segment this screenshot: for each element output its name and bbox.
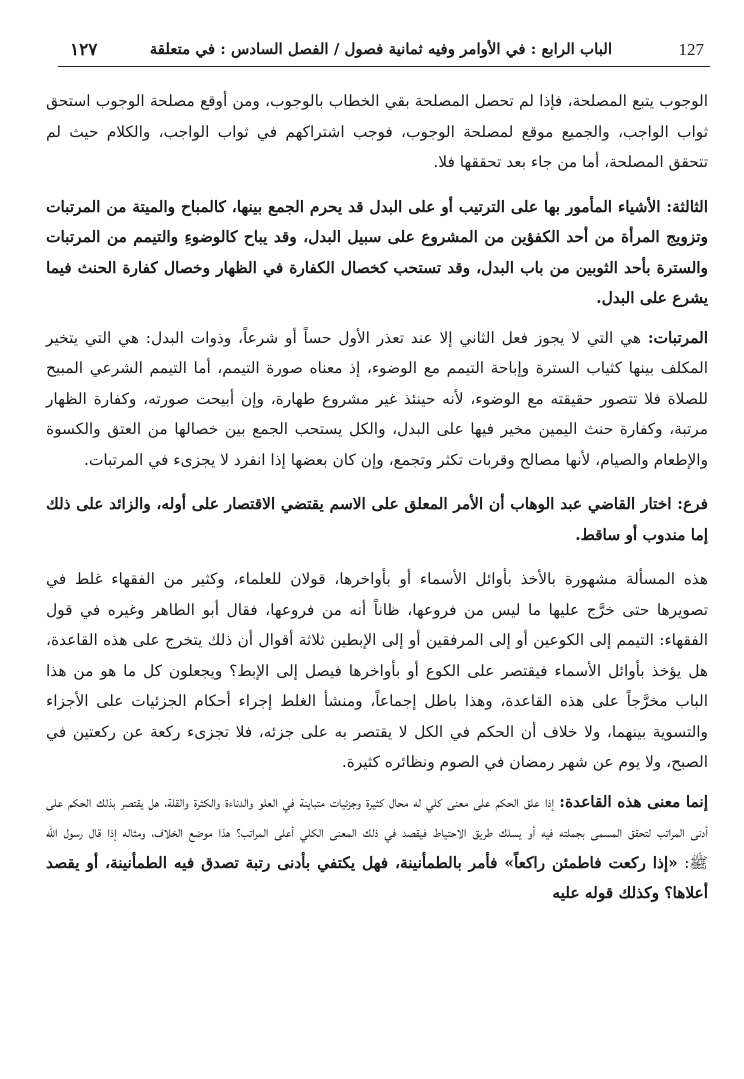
paragraph-3 <box>46 323 708 476</box>
paragraph-4-text: اختار القاضي عبد الوهاب أن الأمر المعلق على الاسم يقتضي الاقتصار على أوله، والزائد على ذلك إما مندوب أو ساقط. <box>46 495 708 544</box>
paragraph-6-text: إذا علق الحكم على معنى كلي له محال كثيرة وجزئيات متباينة في العلو والدناءة والكثرة والقلة، هل يقتصر بذلك الحكم على أدنى المراتب لتحقق المسمى بجملته فيه أو يسلك طريق الاحتياط فيقصد في ذلك المعنى الكلي أعلى المراتب؟ هذا موضع الخلاف، ومثاله إذا قال رسول الله ﷺ: <box>46 792 708 872</box>
paragraph-1 <box>46 86 708 178</box>
page-number-arabic: ١٢٧ <box>70 40 98 60</box>
paragraph-4 <box>46 489 708 550</box>
page-header <box>60 34 708 64</box>
paragraph-5 <box>46 564 708 778</box>
paragraph-3-text: هي التي لا يجوز فعل الثاني إلا عند تعذر الأول حساً أو شرعاً، وذوات البدل: هي التي يتخير المكلف بينها كثياب السترة وإباحة التيمم مع الوضوء، إذ معناه صورة التيمم، أما التيمم الشرعي المبيح للصلاة فلا تتصور حقيقته مع الوضوء، لأنه حينئذ غير مشروع طهارة، وإن أبيحت صورته، وكفارة الظهار مرتبة، وكفارة حنث اليمين مخير فيها على البدل، والكل يستحب الجمع بين خصالها من العتق والكسوة والإطعام والصيام، لأنها مصالح وقربات تكثر وتجمع، وإن كان بعضها إذا انفرد لا يجزىء في المرتبات. <box>46 328 708 469</box>
paragraph-6-hadith-quote: «إذا ركعت فاطمئن راكعاً» فأمر بالطمأنينة، فهل يكتفي بأدنى رتبة تصدق فيه الطمأنينة، أو يقصد أعلاها؟ وكذلك قوله عليه <box>46 853 708 902</box>
page-body <box>46 86 708 909</box>
paragraph-5-text: هذه المسألة مشهورة بالأخذ بأوائل الأسماء أو بأواخرها، قولان للعلماء، وكثير من الفقهاء غلط في تصويرها حتى خرَّج عليها ما ليس من فروعها، ظاناً أنه من فروعها، فقال أبو الطاهر وغيره في قول الفقهاء: التيمم إلى الكوعين أو إلى المرفقين أو إلى الإبطين ثلاثة أقوال أن ذلك يتخرج على هذه القاعدة، هل يؤخذ بأوائل الأسماء فيقتصر على الكوع أو بأواخرها فيصل إلى الإبط؟ ويجعلون كل ما هو من هذا الباب مخرَّجاً على هذه القاعدة، وهذا باطل إجماعاً، ومنشأ الغلط إجراء أحكام الجزئيات على الأجزاء والتسوية بينهما، ولا خلاف أن الحكم في الكل لا يقتصر به على جزئه، فلا تجزىء ركعة عن ركعتين في الصبح، ولا يوم عن شهر رمضان في الصوم ونظائره كثيرة. <box>46 570 708 771</box>
paragraph-6 <box>46 787 708 909</box>
paragraph-3-lead: المرتبات: <box>647 328 708 347</box>
running-title: الباب الرابع : في الأوامر وفيه ثمانية فصول / الفصل السادس : في متعلقة <box>149 40 612 58</box>
paragraph-1-text: الوجوب يتبع المصلحة، فإذا لم تحصل المصلحة بقي الخطاب بالوجوب، ومن أوقع مصلحة الوجوب استحق ثواب الواجب، والجميع موقع لمصلحة الوجوب، فوجب اشتراكهم في ثواب الواجب، والكلام حيث لم تتحقق المصلحة، أما من جاء بعد تحققها فلا. <box>46 92 708 171</box>
paragraph-6-lead: إنما معنى هذه القاعدة: <box>559 792 708 811</box>
page-number-latin: 127 <box>678 40 704 59</box>
paragraph-2 <box>46 192 708 314</box>
paragraph-2-text: الأشياء المأمور بها على الترتيب أو على البدل قد يحرم الجمع بينها، كالمباح والميتة من المرتبات وتزويج المرأة من أحد الكفؤين من المشروع على سبيل البدل، وقد يباح كالوضوءِ والتيمم من المرتبات والسترة بأحد الثوبين من باب البدل، وقد تستحب كخصال الكفارة في الظهار وخصال كفارة الحنث فيما يشرع على البدل. <box>46 197 708 307</box>
paragraph-4-lead: فرع: <box>677 495 708 513</box>
paragraph-2-lead: الثالثة: <box>666 197 708 216</box>
header-rule <box>58 66 710 67</box>
